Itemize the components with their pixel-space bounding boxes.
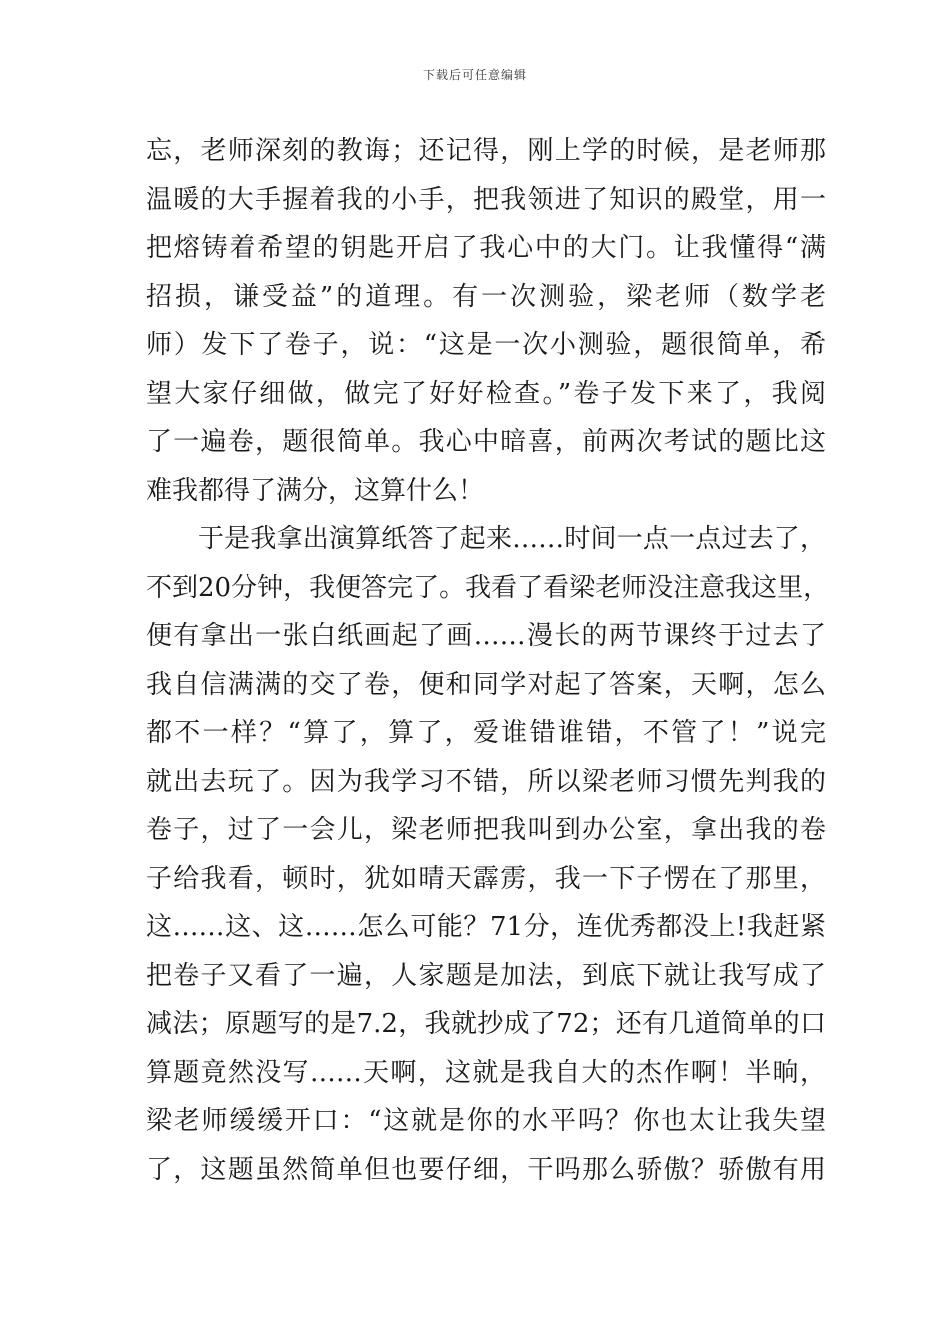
paragraph-1 [146, 127, 826, 515]
text-line: 不到20分钟，我便答完了。我看了看梁老师没注意我这里， [146, 572, 830, 603]
text-line: 子给我看，顿时，犹如晴天霹雳，我一下子愣在了那里， [146, 863, 826, 894]
text-line: 便有拿出一张白纸画起了画……漫长的两节课终于过去了 [146, 621, 826, 651]
text-line: 我自信满满的交了卷，便和同学对起了答案，天啊，怎么 [146, 669, 826, 700]
text-line: 卷子，过了一会儿，梁老师把我叫到办公室，拿出我的卷 [146, 815, 826, 845]
text-line: 梁老师缓缓开口：“这就是你的水平吗？你也太让我失望 [146, 1106, 826, 1136]
body-text [146, 127, 830, 1194]
text-line: 师）发下了卷子，说：“这是一次小测验，题很简单，希 [146, 330, 826, 360]
text-line: 了，这题虽然简单但也要仔细，干吗那么骄傲？骄傲有用 [146, 1154, 826, 1185]
text-line: 于是我拿出演算纸答了起来……时间一点一点过去了， [198, 524, 826, 554]
text-line: 难我都得了满分，这算什么！ [146, 475, 485, 506]
text-line: 就出去玩了。因为我学习不错，所以梁老师习惯先判我的 [146, 766, 826, 797]
page-header: 下载后可任意编辑 [422, 68, 527, 82]
text-line: 招损，谦受益”的道理。有一次测验，梁老师（数学老 [146, 281, 826, 312]
text-line: 忘，老师深刻的教诲；还记得，刚上学的时候，是老师那 [146, 136, 826, 166]
paragraph-2 [146, 515, 830, 1194]
text-line: 把熔铸着希望的钥匙开启了我心中的大门。让我懂得“满 [146, 233, 826, 263]
text-line: 算题竟然没写……天啊，这就是我自大的杰作啊！半晌， [146, 1057, 826, 1088]
text-line: 都不一样？“算了，算了，爱谁错谁错，不管了！”说完 [146, 718, 826, 748]
text-line: 温暖的大手握着我的小手，把我领进了知识的殿堂，用一 [146, 184, 826, 215]
text-line: 把卷子又看了一遍，人家题是加法，到底下就让我写成了 [146, 960, 826, 991]
text-line: 减法；原题写的是7.2，我就抄成了72；还有几道简单的口 [146, 1009, 826, 1039]
text-line: 了一遍卷，题很简单。我心中暗喜，前两次考试的题比这 [146, 427, 826, 457]
text-line: 望大家仔细做，做完了好好检查。”卷子发下来了，我阅 [146, 378, 826, 409]
text-line: 这……这、这……怎么可能？71分，连优秀都没上!我赶紧 [146, 912, 826, 942]
